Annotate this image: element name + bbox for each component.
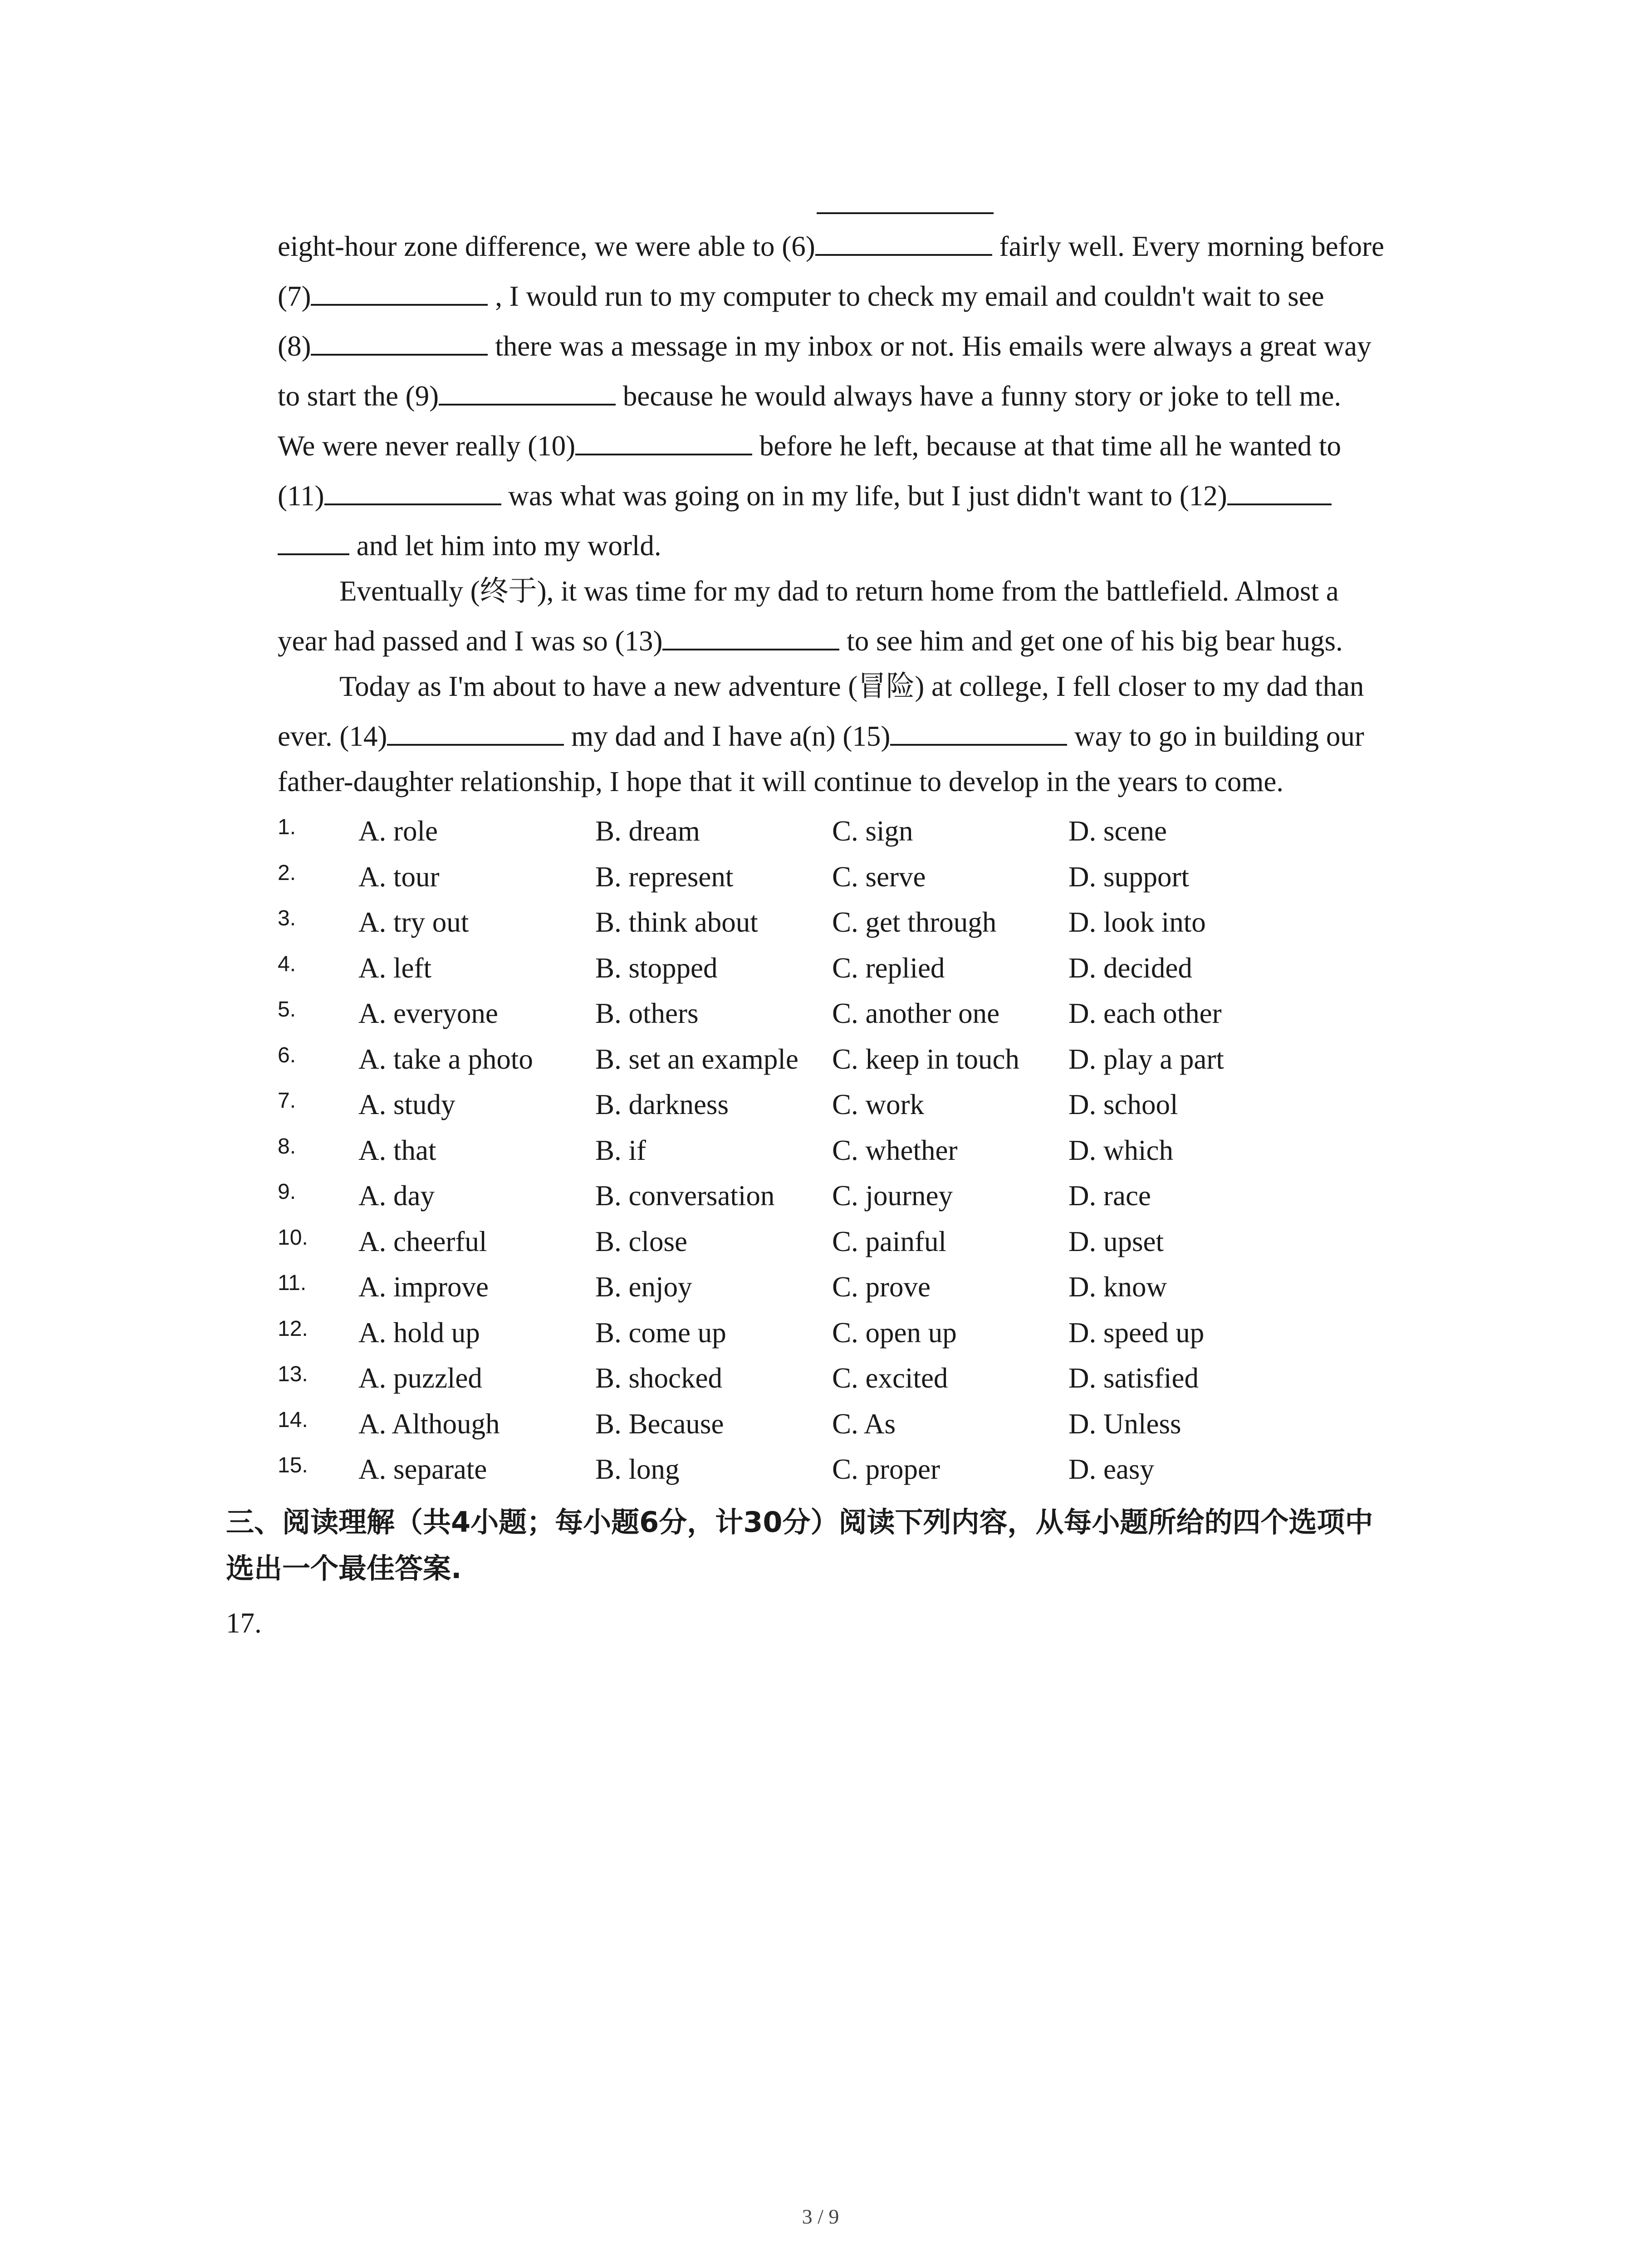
passage-line xyxy=(278,566,1439,616)
passage-text: to start the (9) xyxy=(278,380,439,412)
question-number: 1. xyxy=(278,815,296,839)
option-d: D. know xyxy=(1068,1271,1167,1303)
passage-text: (7) xyxy=(278,280,311,312)
answer-blank xyxy=(662,623,839,650)
option-row xyxy=(278,991,1367,1036)
passage-line xyxy=(278,757,1439,807)
passage-line xyxy=(278,321,1439,371)
option-d: D. play a part xyxy=(1068,1043,1224,1075)
passage-line xyxy=(278,421,1439,471)
passage-line xyxy=(278,221,1439,271)
option-row xyxy=(278,1128,1367,1173)
option-d: D. race xyxy=(1068,1180,1151,1212)
option-c: C. excited xyxy=(832,1362,948,1394)
option-a: A. that xyxy=(358,1134,436,1166)
passage-text: (8) xyxy=(278,330,311,362)
passage-text: , I would run to my computer to check my email and couldn't wait to see xyxy=(495,280,1324,312)
passage-line xyxy=(278,711,1439,761)
option-row xyxy=(278,945,1367,991)
question-number: 7. xyxy=(278,1089,296,1113)
option-c: C. serve xyxy=(832,860,926,893)
question-number: 2. xyxy=(278,860,296,885)
option-row xyxy=(278,1264,1367,1310)
option-b: B. think about xyxy=(595,906,758,938)
passage-line xyxy=(278,271,1439,321)
option-d: D. look into xyxy=(1068,906,1206,938)
option-row xyxy=(278,1447,1367,1492)
passage-text: to see him and get one of his big bear hugs. xyxy=(847,625,1343,657)
option-b: B. if xyxy=(595,1134,647,1166)
answer-blank xyxy=(890,719,1067,746)
answer-blank xyxy=(815,229,992,256)
option-c: C. journey xyxy=(832,1180,953,1212)
option-b: B. represent xyxy=(595,860,734,893)
option-a: A. separate xyxy=(358,1453,487,1485)
question-number: 14. xyxy=(278,1408,308,1432)
passage-line xyxy=(278,521,1439,571)
question-number: 5. xyxy=(278,997,296,1022)
option-row xyxy=(278,808,1367,854)
option-row xyxy=(278,1219,1367,1265)
option-d: D. school xyxy=(1068,1089,1178,1120)
passage-text: there was a message in my inbox or not. His emails were always a great way xyxy=(495,330,1372,362)
passage-text: Eventually (终于), it was time for my dad to return home from the battlefield. Almost a xyxy=(339,575,1339,607)
option-d: D. support xyxy=(1068,860,1189,893)
option-c: C. open up xyxy=(832,1316,957,1349)
option-a: A. study xyxy=(358,1089,456,1120)
option-a: A. puzzled xyxy=(358,1362,482,1394)
option-c: C. proper xyxy=(832,1453,940,1485)
option-c: C. prove xyxy=(832,1271,931,1303)
option-b: B. close xyxy=(595,1225,687,1257)
option-b: B. darkness xyxy=(595,1089,729,1120)
option-d: D. scene xyxy=(1068,815,1167,847)
passage-text: and let him into my world. xyxy=(356,530,661,562)
answer-blank xyxy=(324,478,501,505)
question-number: 6. xyxy=(278,1043,296,1067)
question-number: 9. xyxy=(278,1180,296,1204)
option-a: A. tour xyxy=(358,860,440,893)
answer-blank xyxy=(311,279,488,306)
option-b: B. come up xyxy=(595,1316,726,1349)
option-b: B. others xyxy=(595,997,699,1029)
passage-line xyxy=(278,616,1439,666)
answer-blank xyxy=(439,378,616,406)
passage-text: before he left, because at that time all he wanted to xyxy=(759,430,1341,462)
passage-text: year had passed and I was so (13) xyxy=(278,625,663,657)
answer-options xyxy=(278,808,1367,1492)
answer-blank xyxy=(311,328,488,356)
option-c: C. sign xyxy=(832,815,913,847)
option-b: B. long xyxy=(595,1453,680,1485)
option-a: A. try out xyxy=(358,906,469,938)
option-d: D. each other xyxy=(1068,997,1222,1029)
question-number: 10. xyxy=(278,1225,308,1250)
passage-line xyxy=(278,371,1439,421)
option-d: D. speed up xyxy=(1068,1316,1205,1349)
passage-text: father-daughter relationship, I hope that it will continue to develop in the years to come. xyxy=(278,766,1284,797)
option-row xyxy=(278,1401,1367,1447)
option-c: C. whether xyxy=(832,1134,958,1166)
option-row xyxy=(278,1036,1367,1082)
answer-blank xyxy=(817,212,994,214)
option-b: B. enjoy xyxy=(595,1271,692,1303)
passage-text: ever. (14) xyxy=(278,720,387,752)
option-row xyxy=(278,1310,1367,1356)
option-b: B. stopped xyxy=(595,952,718,984)
passage-text: because he would always have a funny story or joke to tell me. xyxy=(622,380,1342,412)
option-c: C. another one xyxy=(832,997,1000,1029)
option-b: B. set an example xyxy=(595,1043,798,1075)
page-indicator: 3 / 9 xyxy=(802,2205,839,2228)
option-b: B. conversation xyxy=(595,1180,775,1212)
answer-blank xyxy=(387,719,564,746)
option-d: D. satisfied xyxy=(1068,1362,1199,1394)
option-b: B. shocked xyxy=(595,1362,722,1394)
option-d: D. easy xyxy=(1068,1453,1154,1485)
option-a: A. role xyxy=(358,815,438,847)
option-c: C. painful xyxy=(832,1225,946,1257)
option-row xyxy=(278,899,1367,945)
option-d: D. upset xyxy=(1068,1225,1164,1257)
option-a: A. take a photo xyxy=(358,1043,533,1075)
answer-blank xyxy=(278,528,349,555)
passage-text: (11) xyxy=(278,480,324,512)
option-row xyxy=(278,854,1367,900)
option-d: D. decided xyxy=(1068,952,1192,984)
option-c: C. work xyxy=(832,1089,924,1120)
option-d: D. Unless xyxy=(1068,1408,1181,1440)
question-number: 17. xyxy=(226,1607,262,1639)
option-c: C. replied xyxy=(832,952,945,984)
answer-blank xyxy=(575,428,752,455)
passage-text: fairly well. Every morning before xyxy=(999,230,1384,262)
option-c: C. get through xyxy=(832,906,997,938)
passage-text: was what was going on in my life, but I just didn't want to (12) xyxy=(508,480,1227,512)
option-b: B. dream xyxy=(595,815,700,847)
option-c: C. keep in touch xyxy=(832,1043,1019,1075)
option-a: A. everyone xyxy=(358,997,498,1029)
question-number: 4. xyxy=(278,952,296,976)
option-a: A. Although xyxy=(358,1408,500,1440)
option-row xyxy=(278,1082,1367,1128)
option-row xyxy=(278,1173,1367,1219)
passage-line xyxy=(278,471,1439,521)
question-number: 3. xyxy=(278,906,296,930)
passage-text: way to go in building our xyxy=(1074,720,1364,752)
answer-blank xyxy=(1227,478,1332,505)
question-number: 8. xyxy=(278,1134,296,1158)
passage-line xyxy=(278,661,1439,711)
option-c: C. As xyxy=(832,1408,896,1440)
option-d: D. which xyxy=(1068,1134,1173,1166)
cloze-passage xyxy=(278,221,1439,807)
option-a: A. hold up xyxy=(358,1316,480,1349)
option-row xyxy=(278,1355,1367,1401)
option-a: A. left xyxy=(358,952,431,984)
option-a: A. cheerful xyxy=(358,1225,487,1257)
question-number: 15. xyxy=(278,1453,308,1477)
passage-text: eight-hour zone difference, we were able to (6) xyxy=(278,230,815,262)
section-heading-line: 选出一个最佳答案. xyxy=(226,1552,462,1585)
passage-text: Today as I'm about to have a new adventure (冒险) at college, I fell closer to my dad than xyxy=(339,670,1364,702)
passage-text: We were never really (10) xyxy=(278,430,576,462)
question-number: 11. xyxy=(278,1271,307,1295)
option-b: B. Because xyxy=(595,1408,724,1440)
section-heading xyxy=(226,1499,1451,1592)
option-a: A. day xyxy=(358,1180,435,1212)
section-heading-line: 三、阅读理解（共4小题；每小题6分，计30分）阅读下列内容，从每小题所给的四个选项中 xyxy=(226,1505,1373,1539)
passage-text: my dad and I have a(n) (15) xyxy=(571,720,891,752)
option-a: A. improve xyxy=(358,1271,489,1303)
question-number: 13. xyxy=(278,1362,308,1386)
question-number: 12. xyxy=(278,1316,308,1341)
